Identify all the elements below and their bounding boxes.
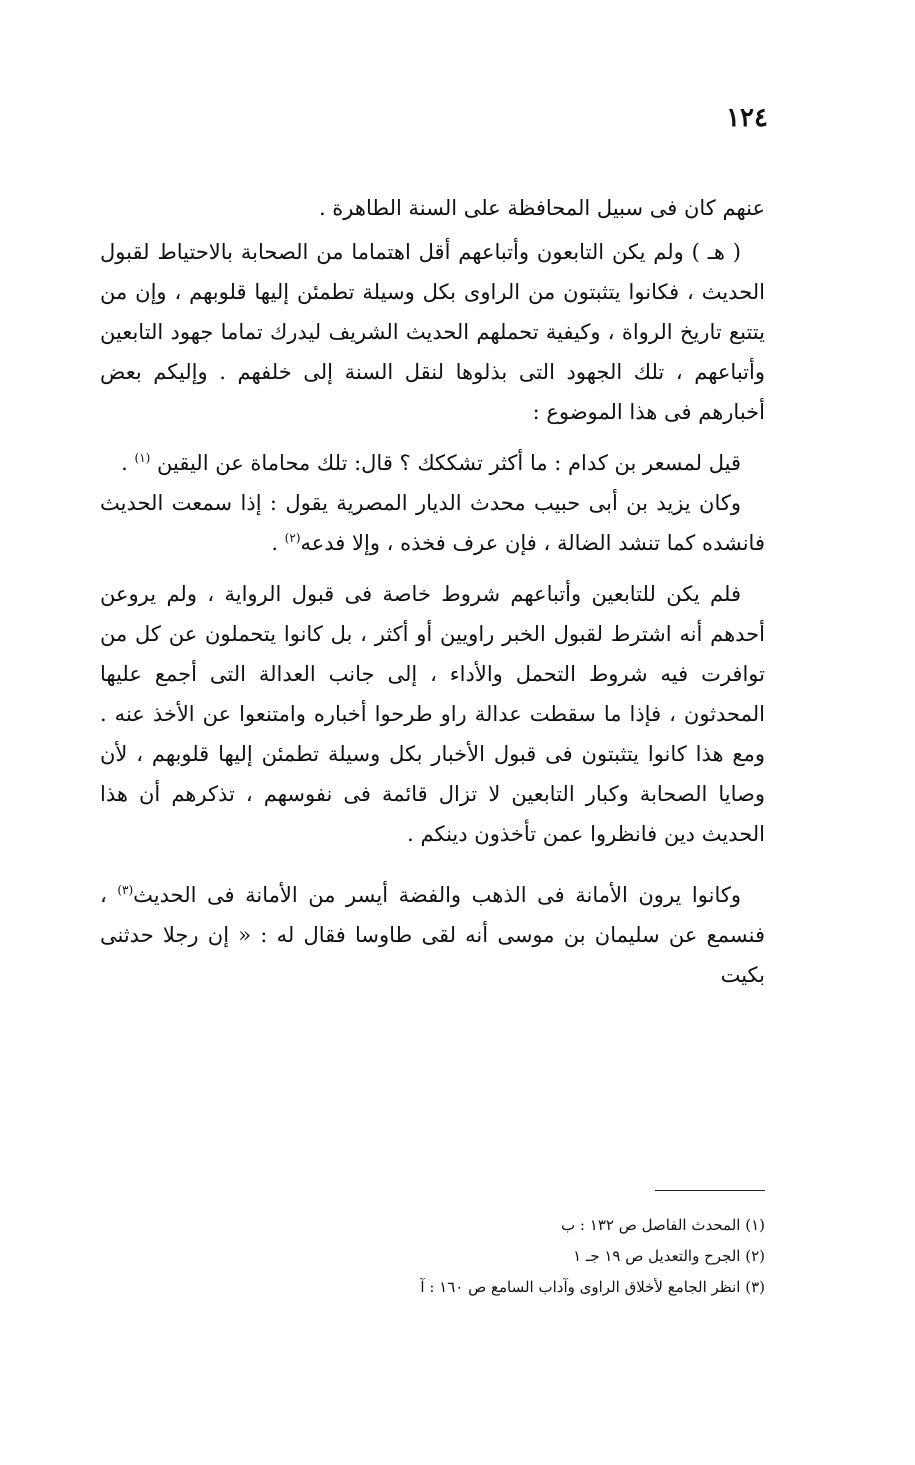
- footnote-separator: [655, 1190, 765, 1191]
- footnotes: [100, 1210, 765, 1303]
- paragraph-continuation: عنهم كان فى سبيل المحافظة على السنة الطاهرة .: [318, 196, 765, 220]
- paragraph-text: فنسمع عن سليمان بن موسى أنه لقى طاوسا فقال له : « إن رجلا حدثنى بكيت: [100, 923, 765, 987]
- footnote-reference-3: (٣): [117, 883, 134, 897]
- paragraph-yazid-quote: [100, 483, 765, 563]
- paragraph-end-mark: .: [121, 451, 135, 475]
- footnote-2: (٢) الجرح والتعديل ص ١٩ جـ ١: [573, 1247, 765, 1265]
- paragraph-section-he: ( هـ ) ولم يكن التابعون وأتباعهم أقل اهتماما من الصحابة بالاحتياط لقبول الحديث ، فكانوا يتثبتون من الراوى بكل وسيلة تطمئن إليها قلوبهم ، وإن من يتتبع تاريخ الرواة ، وكيفية تحملهم الحديث الشريف ليدرك تماما جهود التابعين وأتباعهم ، تلك الجهود التى بذلوها لنقل السنة إلى خلفهم . وإليكم بعض أخبارهم فى هذا الموضوع :: [100, 240, 765, 424]
- paragraph-misar-quote: [100, 443, 765, 483]
- footnote-1: (١) المحدث الفاصل ص ١٣٢ : ب: [561, 1216, 765, 1234]
- page-number: ١٢٤: [726, 103, 768, 133]
- paragraph-end-mark: ،: [100, 883, 118, 907]
- footnote-reference-2: (٢): [284, 531, 301, 545]
- paragraph-gap: [100, 563, 765, 574]
- footnote-3: (٣) انظر الجامع لأخلاق الراوى وآداب السامع ص ١٦٠ : آ: [420, 1278, 765, 1296]
- paragraph-amana: [100, 875, 765, 995]
- footnote-reference-1: (١): [134, 451, 151, 465]
- paragraph-end-mark: .: [271, 531, 285, 555]
- paragraph-text: قيل لمسعر بن كدام : ما أكثر تشككك ؟ قال: تلك محاماة عن اليقين: [157, 451, 741, 475]
- paragraph-text: وكانوا يرون الأمانة فى الذهب والفضة أيسر من الأمانة فى الحديث: [133, 883, 741, 907]
- paragraph-gap: [100, 432, 765, 443]
- paragraph-gap: [100, 854, 765, 875]
- main-text: [100, 188, 765, 995]
- paragraph-text: وكان يزيد بن أبى حبيب محدث الديار المصرية يقول : إذا سمعت الحديث فانشده كما تنشد الضالة ، فإن عرف فخذه ، وإلا فدعه: [100, 491, 765, 555]
- paragraph-conditions: فلم يكن للتابعين وأتباعهم شروط خاصة فى قبول الرواية ، ولم يروعن أحدهم أنه اشترط لقبول الخبر راويين أو أكثر ، بل كانوا يتحملون عن كل من توافرت فيه شروط التحمل والأداء ، إلى جانب العدالة التى أجمع عليها المحدثون ، فإذا ما سقطت عدالة راو طرحوا أخباره وامتنعوا عن الأخذ عنه . ومع هذا كانوا يتثبتون فى قبول الأخبار بكل وسيلة تطمئن إليها قلوبهم ، لأن وصايا الصحابة وكبار التابعين لا تزال قائمة فى نفوسهم ، تذكرهم أن هذا الحديث دين فانظروا عمن تأخذون دينكم .: [100, 582, 765, 846]
